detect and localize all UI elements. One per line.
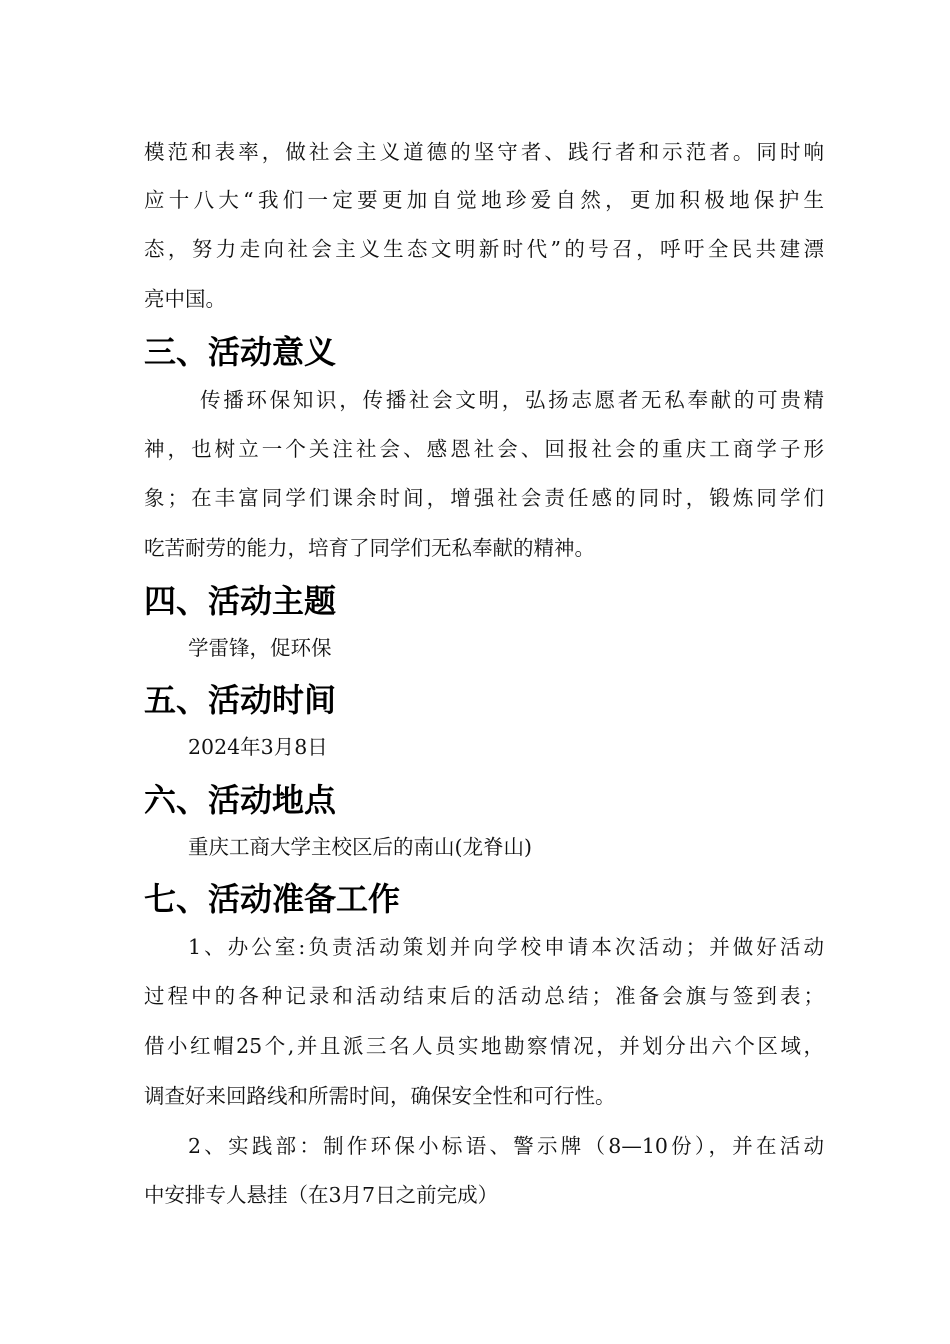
location-text: 重庆工商大学主校区后的南山(龙脊山): [188, 835, 532, 859]
significance-line-2: 神，也树立一个关注社会、感恩社会、回报社会的重庆工商学子形: [144, 437, 824, 461]
intro-line-2: 应十八大“我们一定要更加自觉地珍爱自然，更加积极地保护生: [144, 188, 824, 212]
section-heading-significance: 三、活动意义: [144, 333, 337, 371]
significance-line-4: 吃苦耐劳的能力，培育了同学们无私奉献的精神。: [144, 536, 595, 560]
significance-line-1: 传播环保知识，传播社会文明，弘扬志愿者无私奉献的可贵精: [200, 388, 824, 412]
intro-line-3: 态，努力走向社会主义生态文明新时代”的号召，呼吁全民共建漂: [144, 237, 824, 261]
intro-line-4: 亮中国。: [144, 287, 226, 311]
section-heading-time: 五、活动时间: [144, 681, 337, 719]
prep-item2-line-1: 2、实践部：制作环保小标语、警示牌（8—10份），并在活动: [188, 1134, 824, 1158]
prep-item1-line-2: 过程中的各种记录和活动结束后的活动总结；准备会旗与签到表；: [144, 984, 824, 1008]
time-text: 2024年3月8日: [188, 735, 328, 759]
prep-item1-line-4: 调查好来回路线和所需时间，确保安全性和可行性。: [144, 1084, 616, 1108]
section-heading-preparation: 七、活动准备工作: [144, 880, 401, 918]
prep-item1-line-3: 借小红帽25个,并且派三名人员实地勘察情况，并划分出六个区域，: [144, 1034, 824, 1058]
significance-line-3: 象；在丰富同学们课余时间，增强社会责任感的同时，锻炼同学们: [144, 486, 824, 510]
prep-item1-line-1: 1、办公室:负责活动策划并向学校申请本次活动；并做好活动: [188, 935, 824, 959]
prep-item2-line-2: 中安排专人悬挂（在3月7日之前完成）: [144, 1183, 499, 1207]
theme-text: 学雷锋，促环保: [188, 636, 332, 660]
section-heading-location: 六、活动地点: [144, 781, 337, 819]
section-heading-theme: 四、活动主题: [144, 582, 337, 620]
intro-line-1: 模范和表率，做社会主义道德的坚守者、践行者和示范者。同时响: [144, 140, 824, 164]
